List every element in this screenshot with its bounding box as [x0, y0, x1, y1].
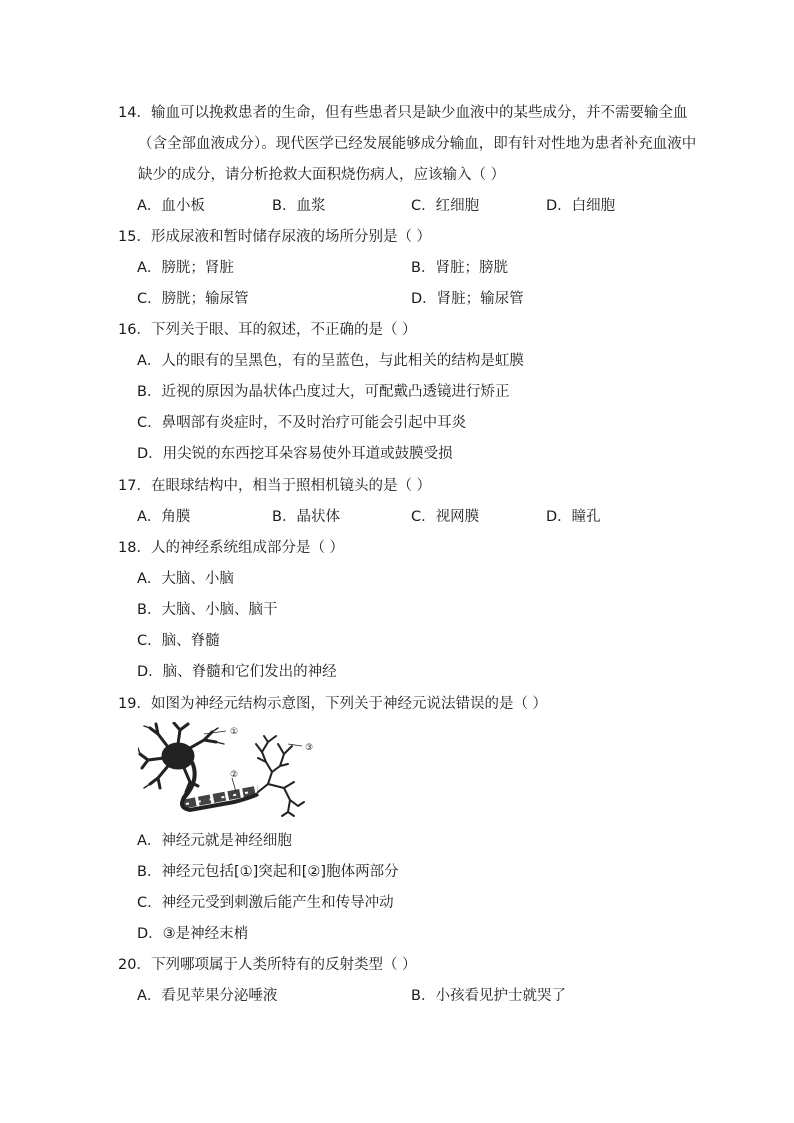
q14-stem-line2: （含全部血液成分）。现代医学已经发展能够成分输血，即有针对性地为患者补充血液中	[138, 136, 697, 152]
figure-label-3: ③	[304, 743, 314, 753]
figure-label-2: ②	[229, 770, 239, 780]
neuron-diagram	[138, 722, 320, 818]
q20-stem: 20．下列哪项属于人类所特有的反射类型（ ）	[118, 957, 417, 973]
q18-option-a: A．大脑、小脑	[137, 571, 234, 587]
q17-option-b: B．晶状体	[272, 509, 340, 525]
q19-option-c: C．神经元受到刺激后能产生和传导冲动	[137, 895, 394, 911]
q20-option-b: B．小孩看见护士就哭了	[411, 988, 566, 1004]
q15-stem: 15．形成尿液和暂时储存尿液的场所分别是（ ）	[118, 229, 432, 245]
q14-stem-line1: 14．输血可以挽救患者的生命，但有些患者只是缺少血液中的某些成分，并不需要输全血	[118, 105, 688, 121]
q19-option-a: A．神经元就是神经细胞	[137, 833, 292, 849]
q14-option-d: D．白细胞	[546, 198, 616, 214]
q16-option-a: A．人的眼有的呈黑色，有的呈蓝色，与此相关的结构是虹膜	[137, 353, 524, 369]
q19-stem: 19．如图为神经元结构示意图，下列关于神经元说法错误的是（ ）	[118, 696, 548, 712]
q20-option-a: A．看见苹果分泌唾液	[137, 988, 278, 1004]
q16-stem: 16．下列关于眼、耳的叙述，不正确的是（ ）	[118, 322, 417, 338]
q17-option-a: A．角膜	[137, 509, 191, 525]
q17-stem: 17．在眼球结构中，相当于照相机镜头的是（ ）	[118, 478, 432, 494]
q15-option-d: D．肾脏；输尿管	[411, 291, 524, 307]
q16-option-b: B．近视的原因为晶状体凸度过大，可配戴凸透镜进行矫正	[137, 384, 510, 400]
q19-option-b: B．神经元包括[①]突起和[②]胞体两部分	[137, 864, 399, 880]
q14-option-c: C．红细胞	[411, 198, 480, 214]
q18-option-d: D．脑、脊髓和它们发出的神经	[137, 664, 337, 680]
q18-option-b: B．大脑、小脑、脑干	[137, 602, 278, 618]
q19-option-d: D．③是神经末梢	[137, 926, 249, 942]
q14-option-a: A．血小板	[137, 198, 205, 214]
q17-option-c: C．视网膜	[411, 509, 480, 525]
q15-option-c: C．膀胱；输尿管	[137, 291, 249, 307]
q18-option-c: C．脑、脊髓	[137, 633, 220, 649]
figure-label-1: ①	[229, 727, 239, 737]
q14-option-b: B．血浆	[272, 198, 326, 214]
q15-option-a: A．膀胱；肾脏	[137, 260, 234, 276]
q14-stem-line3: 缺少的成分，请分析抢救大面积烧伤病人，应该输入（ ）	[138, 167, 506, 183]
q17-option-d: D．瞳孔	[546, 509, 601, 525]
q16-option-c: C．鼻咽部有炎症时，不及时治疗可能会引起中耳炎	[137, 415, 467, 431]
q15-option-b: B．肾脏；膀胱	[411, 260, 508, 276]
q18-stem: 18．人的神经系统组成部分是（ ）	[118, 540, 345, 556]
q16-option-d: D．用尖锐的东西挖耳朵容易使外耳道或鼓膜受损	[137, 446, 453, 462]
